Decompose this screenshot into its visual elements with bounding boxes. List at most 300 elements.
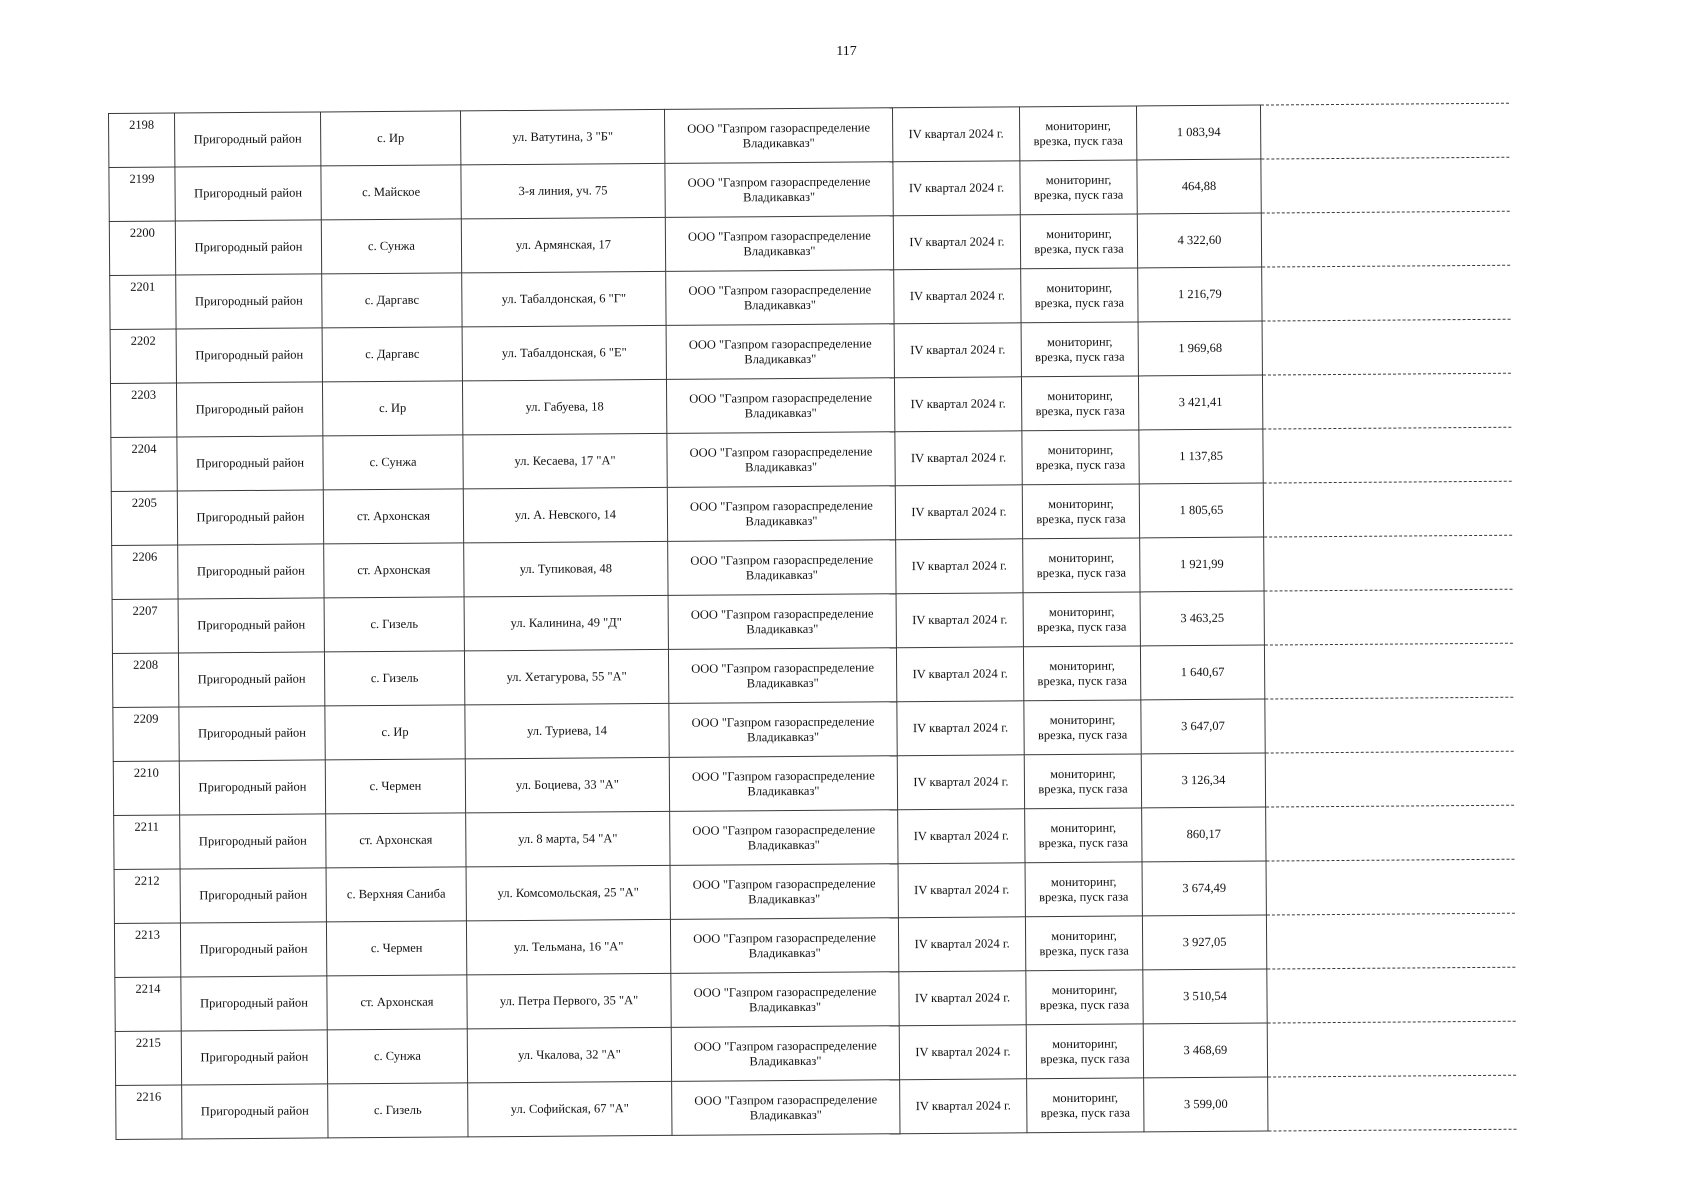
period: IV квартал 2024 г. [911,504,1007,520]
district-cell [176,328,322,383]
work-type-line-2: врезка, пуск газа [1034,295,1125,310]
settlement: с. Майское [361,184,421,200]
row-number-cell [113,707,179,761]
organization-line-2: Владикавказ" [743,189,816,204]
district: Пригородный район [199,887,308,903]
period: IV квартал 2024 г. [912,720,1009,736]
empty-cell [1263,481,1511,537]
district: Пригородный район [196,509,305,525]
settlement-cell [321,165,461,220]
settlement: с. Ир [377,130,405,146]
address-cell [464,649,668,704]
empty-cell [1262,319,1510,375]
work-type-cell [1025,862,1142,917]
work-type-line-2: врезка, пуск газа [1033,133,1123,148]
address: ул. Армянская, 17 [515,237,612,253]
work-type-line-1: мониторинг, [1050,874,1117,889]
row-number-cell [109,167,175,221]
organization-line-2: Владикавказ" [748,945,821,960]
address: ул. Боциева, 33 "А" [515,777,619,793]
row-number-cell [114,815,180,869]
row-number-cell [112,545,178,599]
empty-cell [1264,643,1512,699]
work-type-line-2: врезка, пуск газа [1033,187,1124,202]
organization-line-1: ООО "Газпром газораспределение [689,497,873,514]
row-number: 2216 [136,1089,162,1104]
address-cell [460,109,664,164]
district-cell [180,814,326,869]
work-type-cell [1022,484,1139,539]
organization-cell [672,1080,900,1136]
district-cell [181,1030,327,1085]
organization-line-1: ООО "Газпром газораспределение [694,1091,878,1108]
district: Пригородный район [195,347,304,363]
period-cell [895,485,1022,540]
period-cell [896,647,1023,702]
period: IV квартал 2024 г. [915,1044,1011,1060]
work-type-line-2: врезка, пуск газа [1040,1105,1131,1120]
organization-line-2: Владикавказ" [747,837,820,852]
period-cell [893,161,1020,216]
empty-cell [1260,103,1508,159]
row-number: 2213 [134,927,161,942]
amount: 3 927,05 [1182,934,1227,950]
amount: 1 216,79 [1177,286,1222,302]
district: Пригородный район [197,617,306,633]
address: ул. Чкалова, 32 "А" [517,1047,621,1063]
address: ул. Ватутина, 3 "Б" [512,129,614,145]
empty-cell [1264,589,1512,645]
organization-cell [671,972,899,1028]
organization-line-2: Владикавказ" [745,567,818,582]
empty-cell [1264,535,1512,591]
work-type-cell [1027,1078,1144,1133]
amount: 1 083,94 [1176,124,1221,140]
row-number-cell [109,221,175,275]
organization-line-2: Владикавказ" [747,783,820,798]
organization-line-1: ООО "Газпром газораспределение [693,929,877,946]
district-cell [179,760,325,815]
settlement-cell [325,759,465,814]
period: IV квартал 2024 г. [914,990,1011,1006]
address-cell [466,865,670,920]
work-type-cell [1021,322,1138,377]
organization-line-1: ООО "Газпром газораспределение [689,389,873,406]
row-number: 2214 [135,981,161,996]
period-cell [895,431,1022,486]
address-cell [463,487,667,542]
empty-cell [1267,967,1515,1023]
address: ул. Софийская, 67 "А" [510,1101,629,1117]
row-number: 2207 [132,603,158,618]
district: Пригородный район [198,725,307,741]
organization-line-1: ООО "Газпром газораспределение [691,767,875,784]
empty-cell [1267,1021,1515,1077]
period-cell [899,1025,1026,1080]
amount-cell [1141,753,1265,808]
work-type-line-2: врезка, пуск газа [1035,457,1126,472]
work-type-cell [1020,160,1137,215]
amount-cell [1143,969,1267,1024]
row-number-cell [111,491,177,545]
address-cell [465,703,669,758]
period-cell [894,377,1021,432]
work-type-line-1: мониторинг, [1050,766,1116,781]
amount-cell [1142,861,1266,916]
organization-cell [665,216,893,272]
row-number: 2199 [129,171,155,186]
organization-cell [666,378,894,434]
row-number-cell [112,599,178,653]
organization-cell [670,864,898,920]
organization-cell [666,270,894,326]
period-cell [896,593,1023,648]
district-cell [175,166,321,221]
district: Пригородный район [195,401,304,417]
empty-cell [1263,427,1511,483]
district-cell [177,490,323,545]
amount: 1 921,99 [1179,556,1224,572]
organization-cell [667,486,895,542]
address-cell [462,271,666,326]
period-cell [893,215,1020,270]
address: ул. Тупиковая, 48 [519,561,613,576]
work-type-line-2: врезка, пуск газа [1034,241,1124,256]
district: Пригородный район [197,671,306,687]
address: ул. Комсомольская, 25 "А" [497,885,639,901]
district: Пригородный район [200,1049,309,1065]
period-cell [899,971,1026,1026]
table-body [109,103,1516,1139]
row-number: 2208 [132,657,159,672]
organization-cell [669,756,897,812]
settlement: ст. Архонская [359,832,433,848]
row-number: 2204 [131,441,157,456]
district: Пригородный район [199,941,308,957]
organization-cell [666,324,894,380]
row-number: 2201 [130,279,156,294]
amount-cell [1137,159,1261,214]
organization-line-1: ООО "Газпром газораспределение [688,335,872,352]
work-type-cell [1025,916,1142,971]
organization-line-2: Владикавказ" [749,1053,822,1068]
amount: 4 322,60 [1177,232,1222,248]
address: ул. Табалдонская, 6 "Г" [501,291,627,307]
row-number: 2212 [134,873,160,888]
district-cell [178,598,324,653]
work-type-line-1: мониторинг, [1052,1036,1118,1051]
address-cell [462,379,666,434]
row-number: 2200 [129,225,155,240]
work-type-line-1: мониторинг, [1045,118,1111,133]
district: Пригородный район [193,131,302,147]
period-cell [897,755,1024,810]
organization-line-1: ООО "Газпром газораспределение [689,443,873,460]
district-cell [180,868,326,923]
settlement: с. Сунжа [373,1048,421,1064]
row-number-cell [110,383,176,437]
row-number: 2210 [133,765,159,780]
settlement: с. Даргавс [364,292,420,308]
work-type-line-2: врезка, пуск газа [1038,835,1129,850]
district-cell [181,976,327,1031]
address: ул. Туриева, 14 [526,723,608,738]
settlement-cell [322,273,462,328]
amount-cell [1142,807,1266,862]
amount: 3 510,54 [1183,988,1227,1004]
district-cell [178,652,324,707]
work-type-line-2: врезка, пуск газа [1037,673,1127,688]
address: 3-я линия, уч. 75 [518,183,608,198]
period: IV квартал 2024 г. [908,180,1005,196]
address-cell [468,1081,672,1136]
organization-line-2: Владикавказ" [746,675,819,690]
work-type-line-1: мониторинг, [1052,1090,1119,1105]
address: ул. 8 марта, 54 "А" [518,831,618,847]
work-type-line-2: врезка, пуск газа [1040,1051,1130,1066]
organization-cell [669,702,897,758]
organization-line-1: ООО "Газпром газораспределение [687,119,871,136]
district: Пригородный район [194,185,303,201]
work-type-cell [1025,808,1142,863]
amount-cell [1138,321,1262,376]
district: Пригородный район [198,779,307,795]
district: Пригородный район [194,293,303,309]
period: IV квартал 2024 г. [910,450,1007,466]
period: IV квартал 2024 г. [915,1098,1011,1114]
period-cell [897,701,1024,756]
work-type-cell [1023,538,1140,593]
period: IV квартал 2024 г. [914,882,1010,898]
work-type-line-2: врезка, пуск газа [1035,403,1125,418]
row-number: 2206 [132,549,158,564]
settlement-cell [326,867,466,922]
settlement: с. Гизель [370,616,419,632]
work-type-cell [1020,214,1137,269]
row-number: 2205 [131,495,157,510]
settlement: с. Даргавс [365,346,420,362]
settlement-cell [328,1083,468,1138]
amount-cell [1141,699,1265,754]
work-type-line-1: мониторинг, [1049,658,1115,673]
period-cell [894,323,1021,378]
district-cell [180,922,326,977]
district: Пригородный район [196,455,305,471]
work-type-line-2: врезка, пуск газа [1036,565,1127,580]
row-number-cell [113,761,179,815]
district-cell [177,436,323,491]
district-cell [178,544,324,599]
address-cell [464,595,668,650]
organization-line-2: Владикавказ" [744,351,817,366]
empty-cell [1261,157,1509,213]
work-type-cell [1021,376,1138,431]
work-type-cell [1022,430,1139,485]
period-cell [896,539,1023,594]
amount: 3 674,49 [1182,880,1227,896]
amount-cell [1136,105,1260,160]
work-type-line-2: врезка, пуск газа [1036,511,1126,526]
period: IV квартал 2024 г. [910,342,1006,358]
amount: 1 640,67 [1180,664,1225,680]
row-number: 2211 [134,819,160,834]
amount: 1 969,68 [1178,340,1223,356]
address: ул. Петра Первого, 35 "А" [499,993,639,1009]
district-cell [176,382,322,437]
work-type-line-1: мониторинг, [1048,550,1115,565]
amount-cell [1138,267,1262,322]
organization-line-2: Владикавказ" [744,405,817,420]
work-type-line-1: мониторинг, [1051,982,1118,997]
row-number: 2215 [135,1035,161,1050]
district: Пригородный район [200,1103,309,1119]
organization-cell [667,432,895,488]
organization-cell [668,540,896,596]
organization-line-1: ООО "Газпром газораспределение [693,1037,877,1054]
amount-cell [1139,483,1263,538]
settlement-cell [327,975,467,1030]
organization-line-2: Владикавказ" [749,1107,822,1122]
settlement: с. Ир [379,400,407,416]
amount-cell [1137,213,1261,268]
work-type-cell [1023,592,1140,647]
address-cell [463,433,667,488]
row-number: 2198 [129,117,155,132]
work-type-line-1: мониторинг, [1048,496,1114,511]
amount-cell [1144,1077,1268,1132]
work-type-line-1: мониторинг, [1050,820,1117,835]
empty-cell [1265,751,1513,807]
settlement-cell [320,111,460,166]
row-number: 2209 [133,711,159,726]
organization-line-2: Владикавказ" [747,729,820,744]
document-table [108,103,1515,1140]
district-cell [182,1084,328,1139]
district-cell [175,112,321,167]
empty-cell [1266,805,1514,861]
address: ул. А. Невского, 14 [514,507,616,523]
row-number-cell [114,869,180,923]
row-number-cell [111,437,177,491]
settlement-cell [322,381,462,436]
period: IV квартал 2024 г. [914,936,1010,952]
amount: 860,17 [1186,826,1222,842]
amount: 3 126,34 [1181,772,1226,788]
row-number-cell [112,653,178,707]
settlement-cell [326,921,466,976]
work-type-cell [1019,106,1136,161]
work-type-line-2: врезка, пуск газа [1039,889,1129,904]
organization-line-2: Владикавказ" [743,243,816,258]
period: IV квартал 2024 г. [912,666,1008,682]
organization-line-2: Владикавказ" [743,297,816,312]
settlement-cell [326,813,466,868]
settlement-cell [323,435,463,490]
empty-cell [1266,913,1514,969]
period: IV квартал 2024 г. [909,288,1005,304]
organization-cell [671,1026,899,1082]
work-type-line-1: мониторинг, [1051,928,1117,943]
organization-cell [665,162,893,218]
amount-cell [1139,429,1263,484]
address-cell [467,1027,671,1082]
period: IV квартал 2024 г. [913,828,1009,844]
address-cell [467,973,671,1028]
row-number-cell [110,275,176,329]
amount-cell [1138,375,1262,430]
organization-line-1: ООО "Газпром газораспределение [688,281,872,298]
organization-cell [668,594,896,650]
settlement: с. Чермен [369,778,422,794]
address-cell [461,217,665,272]
work-type-line-1: мониторинг, [1047,442,1114,457]
address-cell [461,163,665,218]
organization-line-1: ООО "Газпром газораспределение [687,227,871,244]
settlement: с. Сунжа [367,238,416,254]
period: IV квартал 2024 г. [908,126,1004,142]
period: IV квартал 2024 г. [910,396,1006,412]
settlement: ст. Архонская [360,994,434,1010]
amount: 1 805,65 [1179,502,1224,518]
work-type-line-2: врезка, пуск газа [1037,727,1128,742]
row-number-cell [115,1031,181,1085]
organization-cell [670,918,898,974]
row-number-cell [110,329,176,383]
work-type-line-2: врезка, пуск газа [1039,943,1129,958]
row-number-cell [109,113,175,167]
work-type-line-1: мониторинг, [1049,712,1116,727]
amount: 3 468,69 [1183,1042,1228,1058]
address: ул. Тельмана, 16 "А" [513,939,624,955]
work-type-line-1: мониторинг, [1047,388,1113,403]
district-cell [176,274,322,329]
period: IV квартал 2024 г. [912,612,1008,628]
settlement: с. Верхняя Саниба [346,886,446,902]
organization-line-1: ООО "Газпром газораспределение [693,983,877,1000]
settlement: ст. Архонская [356,508,431,524]
address-cell [466,919,670,974]
district: Пригородный район [198,833,307,849]
period: IV квартал 2024 г. [909,234,1005,250]
period-cell [898,917,1025,972]
organization-line-2: Владикавказ" [749,999,822,1014]
amount-cell [1142,915,1266,970]
amount-cell [1140,645,1264,700]
settlement: с. Гизель [370,670,419,686]
organization-line-1: ООО "Газпром газораспределение [691,713,875,730]
address-cell [464,541,668,596]
amount-cell [1143,1023,1267,1078]
district-cell [179,706,325,761]
empty-cell [1268,1075,1516,1131]
work-type-line-2: врезка, пуск газа [1038,781,1128,796]
settlement-cell [324,597,464,652]
work-type-line-1: мониторинг, [1046,226,1112,241]
organization-line-2: Владикавказ" [742,135,815,150]
amount: 1 137,85 [1179,448,1223,464]
work-type-line-1: мониторинг, [1046,334,1113,349]
organization-line-2: Владикавказ" [746,621,819,636]
empty-cell [1262,373,1510,429]
organization-line-1: ООО "Газпром газораспределение [692,821,876,838]
period-cell [892,107,1019,162]
settlement-cell [321,219,461,274]
row-number: 2202 [130,333,156,348]
settlement-cell [324,543,464,598]
district: Пригородный район [196,563,305,579]
period-cell [900,1079,1027,1134]
page-number: 117 [836,44,857,59]
